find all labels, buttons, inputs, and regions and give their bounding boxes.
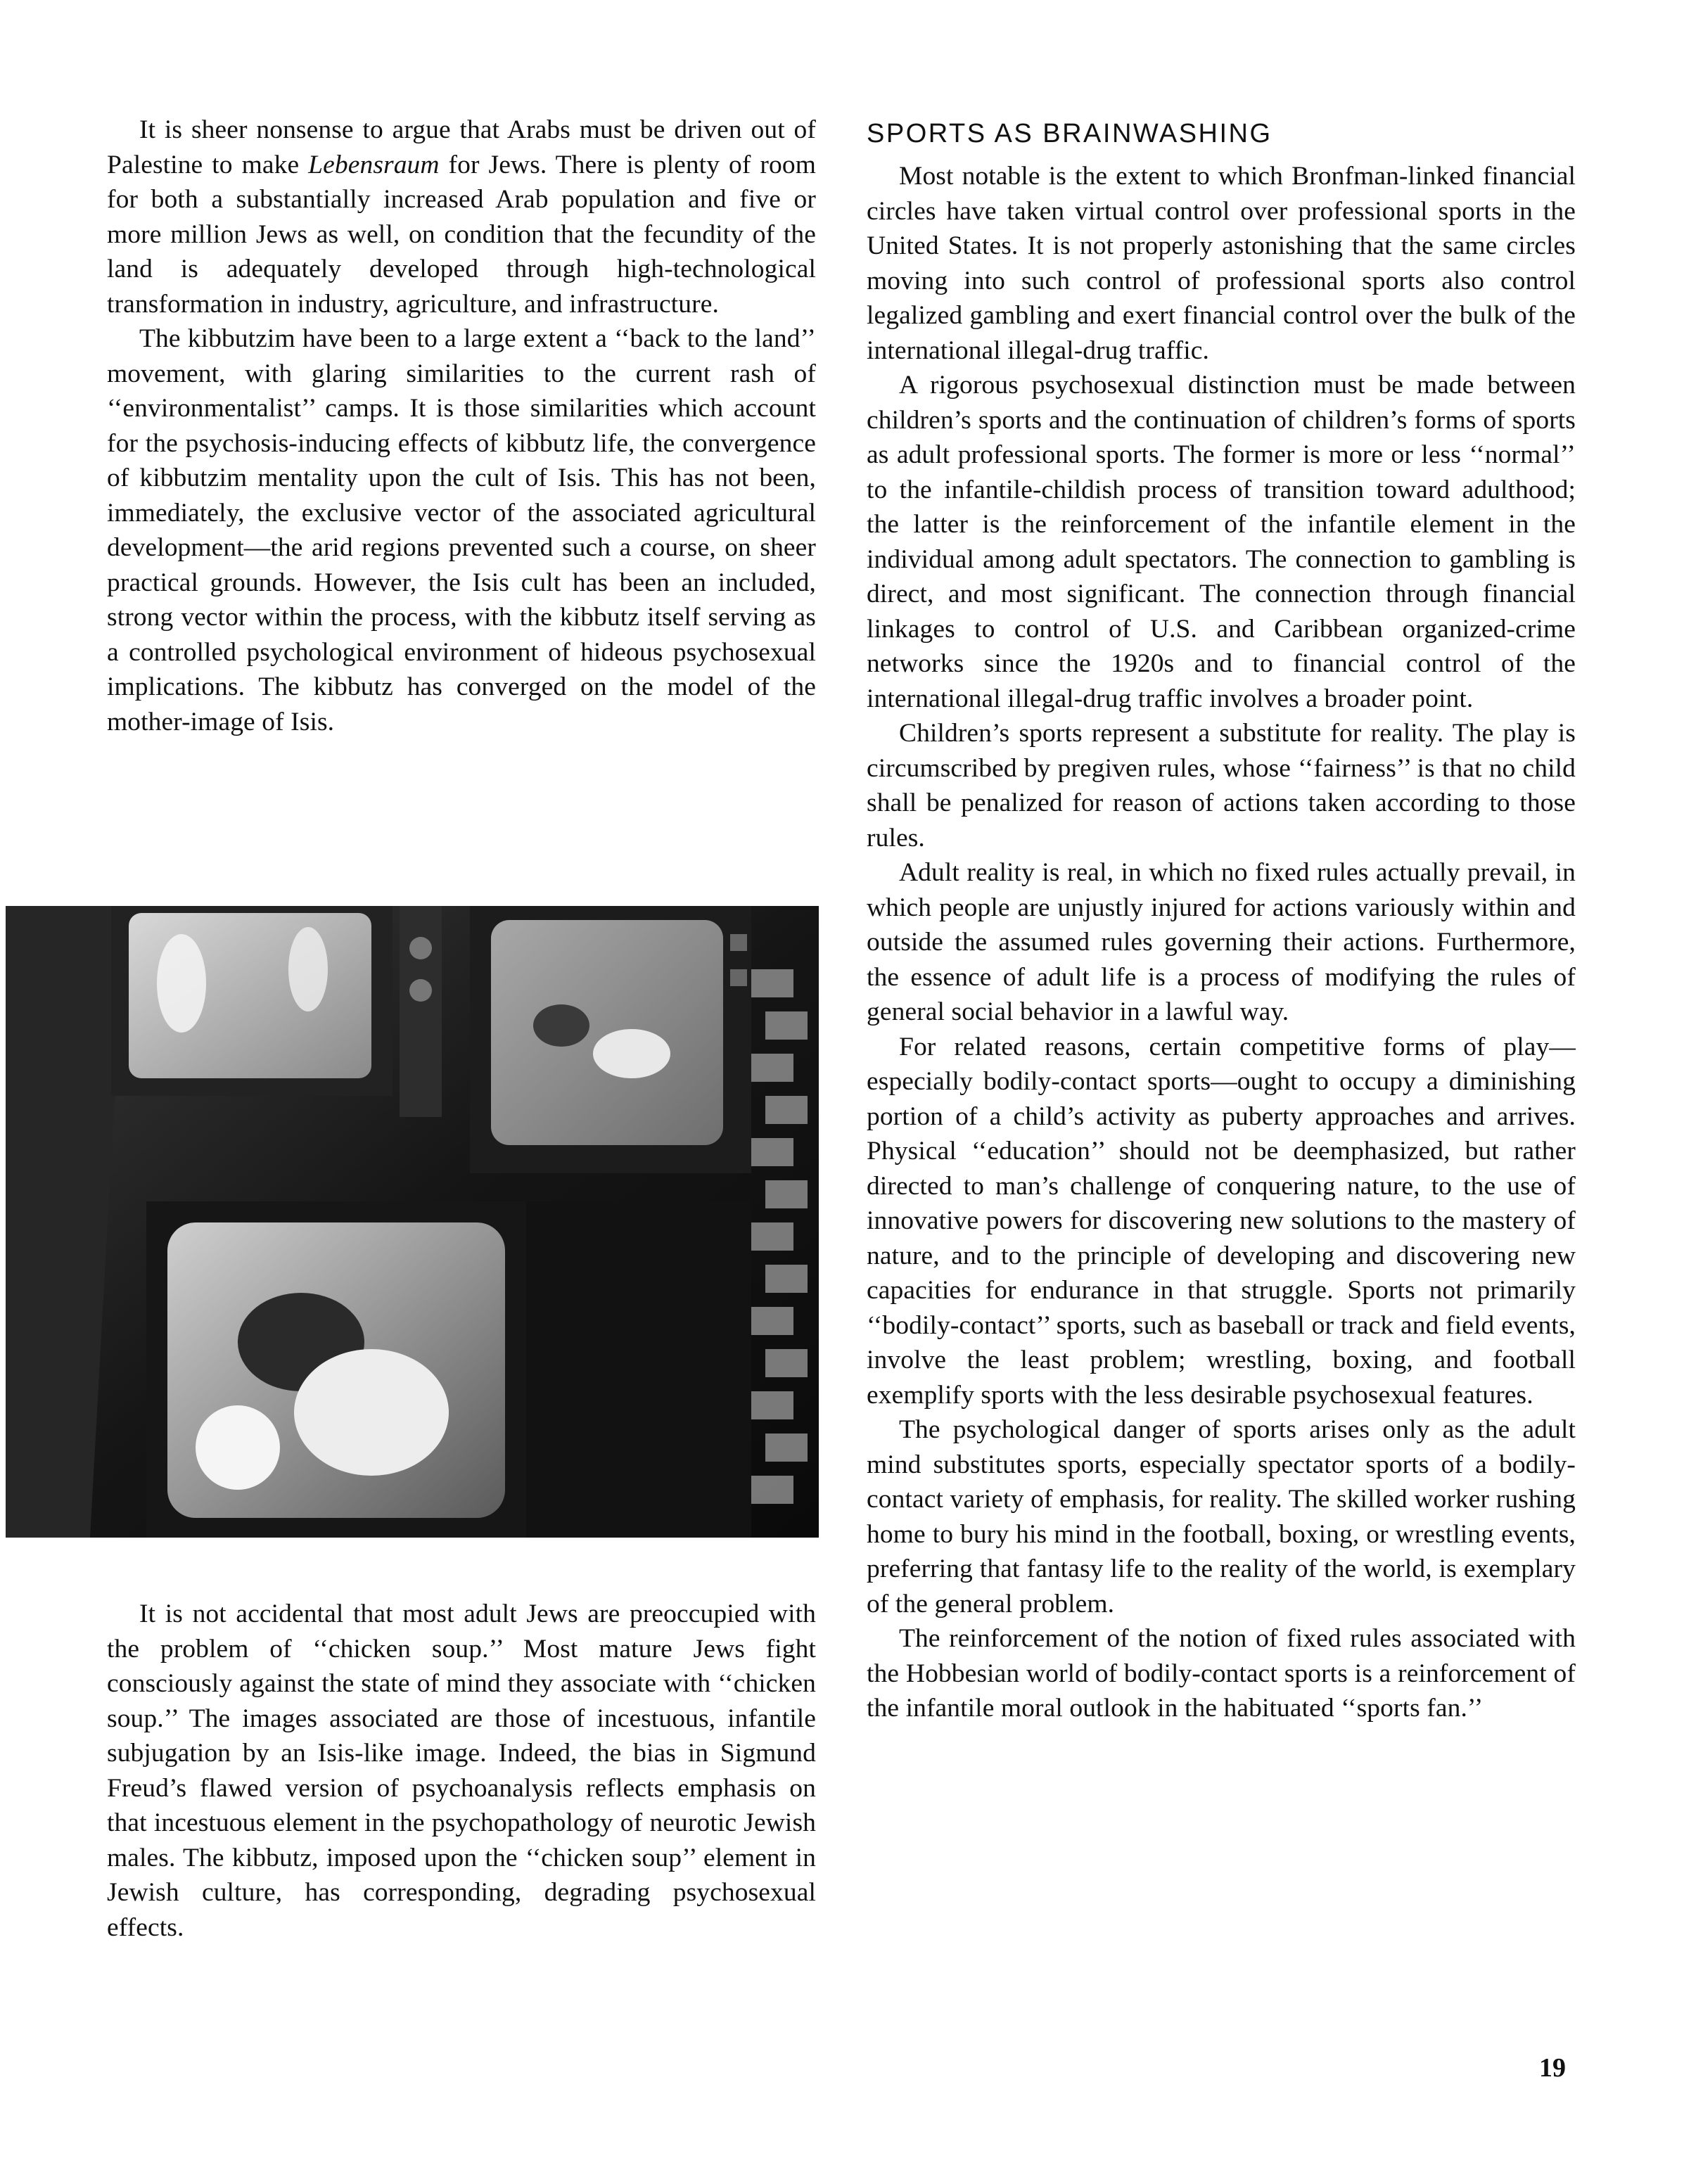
paragraph-psychological-danger: The psychological danger of sports arises only as the adult mind substitutes sports, especially spectator sports of a bodily-contact variety of emphasis, for reality. The skilled worker rushing home to bury his mind in the football, boxing, or wrestling events, preferring that fantasy life to the reality of the world, is exemplary of the general problem.	[867, 1415, 1576, 1618]
left-column-top	[107, 113, 816, 739]
section-title: SPORTS AS BRAINWASHING	[867, 119, 1272, 148]
paragraph-text: It is sheer nonsense to argue that Arabs must be driven out of Palestine to make	[107, 115, 816, 179]
paragraph-adult-reality: Adult reality is real, in which no fixed rules actually prevail, in which people are unjustly injured for actions variously within and outside the assumed rules governing their actions. Furthermore, the essence of adult life is a process of modifying the rules of general social behavior in a lawful way.	[867, 858, 1576, 1026]
paragraph-reinforcement: The reinforcement of the notion of fixed rules associated with the Hobbesian world of bodily-contact sports is a reinforcement of the infantile moral outlook in the habituated ‘‘sports fan.’’	[867, 1624, 1576, 1723]
paragraph-text: for Jews. There is plenty of room for both a substantially increased Arab population and five or more million Jews as well, on condition that the fecundity of the land is adequately developed through high-technological transformation in industry, agriculture, and infrastructure.	[107, 150, 816, 319]
paragraph-lebensraum	[107, 113, 816, 321]
tv-photo-illustration	[6, 906, 819, 1538]
photo-stacked-tv-sets	[6, 906, 819, 1538]
paragraph-kibbutzim: The kibbutzim have been to a large extent a ‘‘back to the land’’ movement, with glaring similarities to the current rash of ‘‘environmentalist’’ camps. It is those similarities which account for the psychosis-inducing effects of kibbutz life, the convergence of kibbutzim mentality upon the cult of Isis. This has not been, immediately, the exclusive vector of the associated agricultural development—the arid regions prevented such a course, on sheer practical grounds. However, the Isis cult has been an included, strong vector within the process, with the kibbutz itself serving as a controlled psychological environment of hideous psychosexual implications. The kibbutz has converged on the model of the mother-image of Isis.	[107, 324, 816, 736]
page-number: 19	[1539, 2053, 1566, 2083]
paragraph-related-reasons: For related reasons, certain competitive forms of play—especially bodily-contact sports—ought to occupy a diminishing portion of a child’s activity as puberty approaches and arrives. Physical ‘‘education’’ should not be deemphasized, but rather directed to man’s challenge of conquering nature, to the use of innovative powers for discovering new solutions to the mastery of nature, and to the principle of developing and discovering new capacities for endurance in that struggle. Sports not primarily ‘‘bodily-contact’’ sports, such as baseball or track and field events, involve the least problem; wrestling, boxing, and football exemplify sports with the less desirable psychosexual features.	[867, 1032, 1576, 1410]
emphasis-lebensraum: Lebensraum	[308, 150, 440, 179]
left-column-bottom	[107, 1597, 816, 1945]
paragraph-chicken-soup: It is not accidental that most adult Jews are preoccupied with the problem of ‘‘chicken soup.’’ Most mature Jews fight consciously against the state of mind they associate with ‘‘chicken soup.’’ The images associated are those of incestuous, infantile subjugation by an Isis-like image. Indeed, the bias in Sigmund Freud’s flawed version of psychoanalysis reflects emphasis on that incestuous element in the psychopathology of neurotic Jewish males. The kibbutz, imposed upon the ‘‘chicken soup’’ element in Jewish culture, has corresponding, degrading psychosexual effects.	[107, 1599, 816, 1942]
right-column	[867, 113, 1576, 1726]
paragraph-distinction: A rigorous psychosexual distinction must be made between children’s sports and the continuation of children’s forms of sports as adult professional sports. The former is more or less ‘‘normal’’ to the infantile-childish process of transition toward adulthood; the latter is the reinforcement of the infantile element in the individual among adult spectators. The connection to gambling is direct, and most significant. The connection through financial linkages to control of U.S. and Caribbean organized-crime networks since the 1920s and to financial control of the international illegal-drug traffic involves a broader point.	[867, 371, 1576, 713]
paragraph-bronfman: Most notable is the extent to which Bronfman-linked financial circles have taken virtual control over professional sports in the United States. It is not properly astonishing that the same circles moving into such control of professional sports also control legalized gambling and exert financial control over the bulk of the international illegal-drug traffic.	[867, 162, 1576, 365]
paragraph-childrens-sports: Children’s sports represent a substitute for reality. The play is circumscribed by pregiven rules, whose ‘‘fairness’’ is that no child shall be penalized for reason of actions taken according to those rules.	[867, 719, 1576, 852]
